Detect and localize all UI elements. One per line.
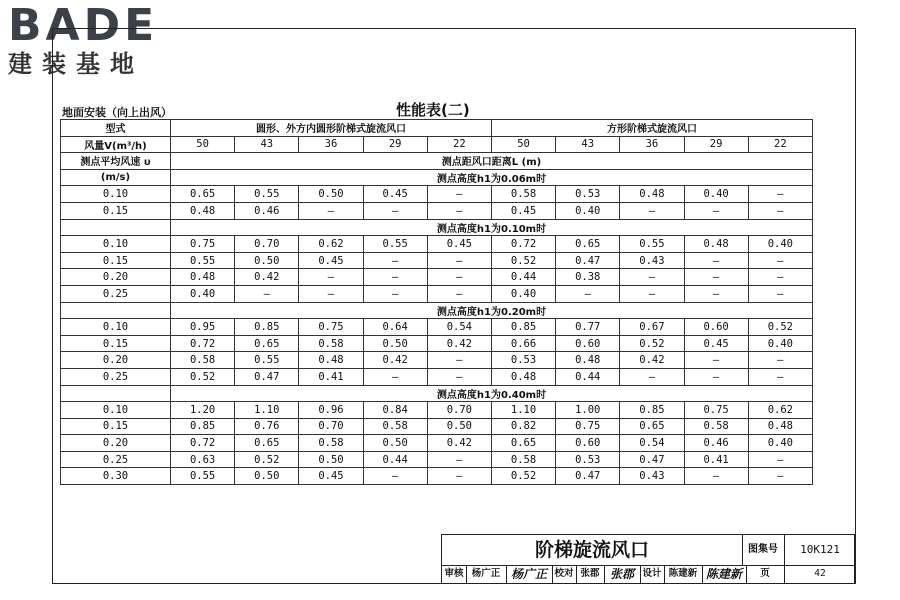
distance-cell: 0.48 bbox=[299, 352, 363, 369]
distance-cell: 0.75 bbox=[556, 418, 620, 435]
distance-cell: 0.95 bbox=[171, 319, 235, 336]
proofer-signature: 张郡 bbox=[604, 565, 641, 583]
atlas-number: 10K121 bbox=[800, 543, 840, 556]
distance-cell: 0.82 bbox=[491, 418, 555, 435]
distance-cell: 0.52 bbox=[491, 468, 555, 485]
velocity-label-1: 测点平均风速 υ bbox=[61, 153, 171, 170]
section-label: 测点高度h1为0.20m时 bbox=[171, 302, 813, 319]
distance-cell: 0.44 bbox=[491, 269, 555, 286]
distance-cell: 0.40 bbox=[748, 435, 812, 452]
distance-cell: 0.40 bbox=[171, 285, 235, 302]
distance-cell: 0.60 bbox=[684, 319, 748, 336]
distance-cell: – bbox=[363, 285, 427, 302]
distance-cell: 0.77 bbox=[556, 319, 620, 336]
distance-cell: – bbox=[684, 468, 748, 485]
distance-cell: – bbox=[684, 252, 748, 269]
distance-cell: 0.40 bbox=[556, 202, 620, 219]
header-row-type bbox=[61, 120, 813, 137]
distance-cell: – bbox=[427, 368, 491, 385]
distance-cell: – bbox=[684, 352, 748, 369]
distance-cell: 0.50 bbox=[235, 252, 299, 269]
distance-cell: 0.55 bbox=[235, 186, 299, 203]
distance-cell: 0.85 bbox=[171, 418, 235, 435]
group-round-header: 圆形、外方内圆形阶梯式旋流风口 bbox=[171, 120, 492, 137]
distance-cell: 0.64 bbox=[363, 319, 427, 336]
table-row bbox=[61, 418, 813, 435]
distance-cell: 0.50 bbox=[427, 418, 491, 435]
distance-cell: – bbox=[299, 269, 363, 286]
airflow-value: 22 bbox=[748, 136, 812, 153]
distance-cell: 0.44 bbox=[556, 368, 620, 385]
distance-cell: – bbox=[556, 285, 620, 302]
airflow-value: 50 bbox=[491, 136, 555, 153]
section-header-blank bbox=[61, 302, 171, 319]
airflow-value: 22 bbox=[427, 136, 491, 153]
section-header-row bbox=[61, 219, 813, 236]
velocity-cell: 0.10 bbox=[61, 236, 171, 253]
distance-cell: – bbox=[427, 269, 491, 286]
design-label: 设计 bbox=[640, 565, 665, 583]
distance-cell: 0.45 bbox=[427, 236, 491, 253]
review-label: 审核 bbox=[442, 565, 467, 583]
distance-cell: 0.53 bbox=[556, 186, 620, 203]
distance-cell: 0.52 bbox=[171, 368, 235, 385]
velocity-cell: 0.15 bbox=[61, 418, 171, 435]
distance-cell: 0.38 bbox=[556, 269, 620, 286]
distance-cell: – bbox=[748, 468, 812, 485]
distance-cell: 0.40 bbox=[491, 285, 555, 302]
distance-cell: 0.53 bbox=[491, 352, 555, 369]
distance-cell: 0.45 bbox=[299, 252, 363, 269]
airflow-value: 43 bbox=[556, 136, 620, 153]
distance-cell: 0.70 bbox=[427, 402, 491, 419]
section-label: 测点高度h1为0.06m时 bbox=[171, 169, 813, 186]
distance-cell: 0.48 bbox=[171, 269, 235, 286]
distance-cell: 0.58 bbox=[299, 435, 363, 452]
distance-cell: 0.40 bbox=[684, 186, 748, 203]
distance-cell: 0.43 bbox=[620, 252, 684, 269]
section-label: 测点高度h1为0.10m时 bbox=[171, 219, 813, 236]
distance-cell: – bbox=[748, 186, 812, 203]
proof-label: 校对 bbox=[552, 565, 577, 583]
velocity-cell: 0.30 bbox=[61, 468, 171, 485]
velocity-cell: 0.10 bbox=[61, 186, 171, 203]
distance-cell: 0.65 bbox=[620, 418, 684, 435]
distance-cell: 0.43 bbox=[620, 468, 684, 485]
drawing-name: 阶梯旋流风口 bbox=[442, 535, 743, 565]
distance-cell: – bbox=[363, 269, 427, 286]
distance-cell: 0.48 bbox=[491, 368, 555, 385]
distance-cell: 0.40 bbox=[748, 236, 812, 253]
distance-cell: 0.47 bbox=[556, 468, 620, 485]
table-row bbox=[61, 252, 813, 269]
table-row bbox=[61, 435, 813, 452]
distance-cell: 0.84 bbox=[363, 402, 427, 419]
distance-cell: – bbox=[427, 285, 491, 302]
table-row bbox=[61, 269, 813, 286]
header-row-airflow bbox=[61, 136, 813, 153]
distance-cell: 0.85 bbox=[620, 402, 684, 419]
distance-cell: 0.48 bbox=[171, 202, 235, 219]
distance-cell: 1.00 bbox=[556, 402, 620, 419]
distance-cell: – bbox=[427, 202, 491, 219]
distance-cell: 0.50 bbox=[299, 451, 363, 468]
distance-cell: – bbox=[684, 202, 748, 219]
group-square-header: 方形阶梯式旋流风口 bbox=[491, 120, 812, 137]
velocity-cell: 0.10 bbox=[61, 402, 171, 419]
distance-cell: – bbox=[427, 352, 491, 369]
distance-cell: 0.58 bbox=[491, 451, 555, 468]
distance-cell: 0.47 bbox=[556, 252, 620, 269]
distance-cell: 0.53 bbox=[556, 451, 620, 468]
distance-cell: 0.58 bbox=[299, 335, 363, 352]
distance-cell: 0.58 bbox=[363, 418, 427, 435]
header-row-velocity bbox=[61, 153, 813, 170]
distance-cell: – bbox=[620, 285, 684, 302]
distance-cell: – bbox=[748, 252, 812, 269]
distance-cell: 0.55 bbox=[235, 352, 299, 369]
distance-cell: 0.41 bbox=[299, 368, 363, 385]
table-row bbox=[61, 352, 813, 369]
table-row bbox=[61, 451, 813, 468]
distance-cell: 0.65 bbox=[491, 435, 555, 452]
distance-cell: 0.40 bbox=[748, 335, 812, 352]
distance-cell: 0.48 bbox=[748, 418, 812, 435]
distance-cell: 0.42 bbox=[620, 352, 684, 369]
distance-cell: 1.10 bbox=[491, 402, 555, 419]
distance-cell: 0.42 bbox=[363, 352, 427, 369]
distance-cell: 1.20 bbox=[171, 402, 235, 419]
section-header-blank bbox=[61, 385, 171, 402]
airflow-value: 36 bbox=[620, 136, 684, 153]
distance-cell: 0.60 bbox=[556, 335, 620, 352]
airflow-value: 29 bbox=[363, 136, 427, 153]
distance-cell: – bbox=[620, 269, 684, 286]
distance-cell: – bbox=[748, 269, 812, 286]
distance-cell: 0.72 bbox=[491, 236, 555, 253]
atlas-label: 图集号 bbox=[742, 535, 785, 565]
distance-cell: 0.45 bbox=[299, 468, 363, 485]
distance-cell: 0.50 bbox=[363, 335, 427, 352]
distance-cell: 1.10 bbox=[235, 402, 299, 419]
distance-cell: 0.70 bbox=[299, 418, 363, 435]
distance-cell: – bbox=[620, 202, 684, 219]
distance-cell: 0.75 bbox=[171, 236, 235, 253]
distance-cell: 0.50 bbox=[235, 468, 299, 485]
distance-cell: 0.75 bbox=[299, 319, 363, 336]
distance-cell: 0.54 bbox=[620, 435, 684, 452]
proofer-name: 张郡 bbox=[576, 565, 605, 583]
performance-table bbox=[60, 119, 813, 485]
velocity-label-2: (m/s) bbox=[61, 169, 171, 186]
distance-cell: – bbox=[363, 368, 427, 385]
logo-subtitle: 建装基地 bbox=[8, 50, 144, 78]
distance-cell: 0.76 bbox=[235, 418, 299, 435]
airflow-label: 风量V(m³/h) bbox=[61, 136, 171, 153]
distance-cell: 0.67 bbox=[620, 319, 684, 336]
velocity-cell: 0.20 bbox=[61, 269, 171, 286]
velocity-cell: 0.20 bbox=[61, 435, 171, 452]
distance-cell: – bbox=[684, 368, 748, 385]
distance-cell: 0.42 bbox=[235, 269, 299, 286]
page-label: 页 bbox=[746, 565, 785, 583]
airflow-value: 36 bbox=[299, 136, 363, 153]
distance-cell: – bbox=[748, 285, 812, 302]
distance-cell: – bbox=[363, 468, 427, 485]
distance-cell: 0.46 bbox=[684, 435, 748, 452]
distance-cell: – bbox=[684, 285, 748, 302]
distance-cell: 0.54 bbox=[427, 319, 491, 336]
section-header-row bbox=[61, 169, 813, 186]
table-row bbox=[61, 202, 813, 219]
distance-cell: 0.42 bbox=[427, 335, 491, 352]
distance-cell: 0.42 bbox=[427, 435, 491, 452]
table-row bbox=[61, 285, 813, 302]
distance-cell: – bbox=[363, 252, 427, 269]
distance-cell: – bbox=[299, 202, 363, 219]
distance-cell: 0.55 bbox=[620, 236, 684, 253]
distance-cell: 0.45 bbox=[491, 202, 555, 219]
distance-label: 测点距风口距离L (m) bbox=[171, 153, 813, 170]
distance-cell: 0.48 bbox=[556, 352, 620, 369]
distance-cell: – bbox=[427, 252, 491, 269]
velocity-cell: 0.15 bbox=[61, 335, 171, 352]
distance-cell: – bbox=[620, 368, 684, 385]
reviewer-signature: 杨广正 bbox=[506, 565, 553, 583]
designer-name: 陈建新 bbox=[664, 565, 703, 583]
distance-cell: 0.55 bbox=[171, 252, 235, 269]
distance-cell: 0.45 bbox=[363, 186, 427, 203]
distance-cell: 0.58 bbox=[171, 352, 235, 369]
distance-cell: 0.70 bbox=[235, 236, 299, 253]
table-row bbox=[61, 368, 813, 385]
distance-cell: 0.72 bbox=[171, 335, 235, 352]
distance-cell: 0.50 bbox=[299, 186, 363, 203]
airflow-value: 43 bbox=[235, 136, 299, 153]
distance-cell: 0.62 bbox=[748, 402, 812, 419]
page-title: 性能表(二) bbox=[396, 101, 470, 119]
section-header-blank bbox=[61, 219, 171, 236]
distance-cell: 0.47 bbox=[235, 368, 299, 385]
distance-cell: 0.60 bbox=[556, 435, 620, 452]
table-row bbox=[61, 468, 813, 485]
table-row bbox=[61, 186, 813, 203]
distance-cell: – bbox=[684, 269, 748, 286]
distance-cell: – bbox=[427, 468, 491, 485]
distance-cell: 0.46 bbox=[235, 202, 299, 219]
distance-cell: – bbox=[427, 186, 491, 203]
velocity-cell: 0.25 bbox=[61, 451, 171, 468]
section-label: 测点高度h1为0.40m时 bbox=[171, 385, 813, 402]
distance-cell: – bbox=[363, 202, 427, 219]
distance-cell: – bbox=[748, 352, 812, 369]
distance-cell: 0.44 bbox=[363, 451, 427, 468]
distance-cell: 0.66 bbox=[491, 335, 555, 352]
distance-cell: – bbox=[748, 202, 812, 219]
distance-cell: 0.48 bbox=[684, 236, 748, 253]
distance-cell: 0.85 bbox=[235, 319, 299, 336]
distance-cell: 0.52 bbox=[235, 451, 299, 468]
logo-wordmark: BADE bbox=[8, 0, 159, 51]
reviewer-name: 杨广正 bbox=[466, 565, 507, 583]
distance-cell: 0.47 bbox=[620, 451, 684, 468]
airflow-value: 29 bbox=[684, 136, 748, 153]
distance-cell: 0.48 bbox=[620, 186, 684, 203]
distance-cell: 0.65 bbox=[235, 335, 299, 352]
distance-cell: 0.58 bbox=[491, 186, 555, 203]
distance-cell: – bbox=[748, 451, 812, 468]
distance-cell: 0.41 bbox=[684, 451, 748, 468]
distance-cell: 0.72 bbox=[171, 435, 235, 452]
distance-cell: – bbox=[235, 285, 299, 302]
section-header-row bbox=[61, 385, 813, 402]
distance-cell: 0.65 bbox=[556, 236, 620, 253]
velocity-cell: 0.25 bbox=[61, 368, 171, 385]
table-row bbox=[61, 335, 813, 352]
velocity-cell: 0.15 bbox=[61, 252, 171, 269]
velocity-cell: 0.10 bbox=[61, 319, 171, 336]
velocity-cell: 0.25 bbox=[61, 285, 171, 302]
type-header: 型式 bbox=[61, 120, 171, 137]
distance-cell: 0.50 bbox=[363, 435, 427, 452]
designer-signature: 陈建新 bbox=[702, 565, 747, 583]
distance-cell: 0.75 bbox=[684, 402, 748, 419]
distance-cell: 0.55 bbox=[171, 468, 235, 485]
table-row bbox=[61, 236, 813, 253]
distance-cell: 0.52 bbox=[620, 335, 684, 352]
distance-cell: – bbox=[299, 285, 363, 302]
distance-cell: 0.65 bbox=[171, 186, 235, 203]
title-block bbox=[441, 534, 855, 584]
velocity-cell: 0.20 bbox=[61, 352, 171, 369]
page-number: 42 bbox=[814, 568, 826, 579]
distance-cell: – bbox=[427, 451, 491, 468]
table-row bbox=[61, 402, 813, 419]
distance-cell: 0.85 bbox=[491, 319, 555, 336]
distance-cell: – bbox=[748, 368, 812, 385]
distance-cell: 0.63 bbox=[171, 451, 235, 468]
distance-cell: 0.65 bbox=[235, 435, 299, 452]
distance-cell: 0.45 bbox=[684, 335, 748, 352]
section-header-row bbox=[61, 302, 813, 319]
distance-cell: 0.52 bbox=[748, 319, 812, 336]
airflow-value: 50 bbox=[171, 136, 235, 153]
distance-cell: 0.58 bbox=[684, 418, 748, 435]
table-row bbox=[61, 319, 813, 336]
velocity-cell: 0.15 bbox=[61, 202, 171, 219]
distance-cell: 0.62 bbox=[299, 236, 363, 253]
distance-cell: 0.55 bbox=[363, 236, 427, 253]
distance-cell: 0.96 bbox=[299, 402, 363, 419]
distance-cell: 0.52 bbox=[491, 252, 555, 269]
install-note: 地面安装（向上出风） bbox=[62, 106, 172, 119]
